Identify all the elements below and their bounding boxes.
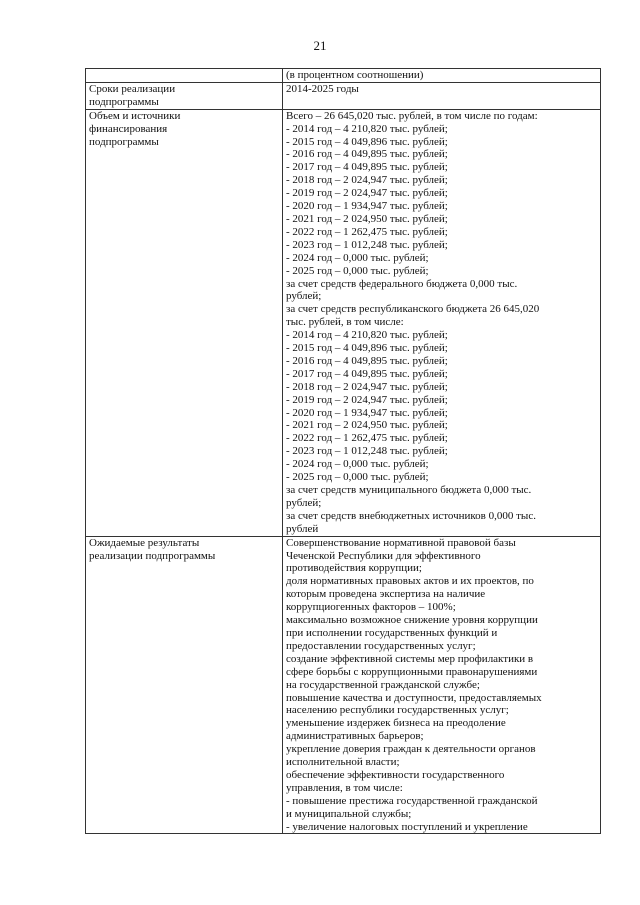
text-line: - 2024 год – 0,000 тыс. рублей; bbox=[286, 458, 429, 471]
text-line: - 2018 год – 2 024,947 тыс. рублей; bbox=[286, 174, 448, 187]
text-line: - 2017 год – 4 049,895 тыс. рублей; bbox=[286, 161, 448, 174]
subprogram-passport-table bbox=[85, 68, 601, 834]
text-line: - 2025 год – 0,000 тыс. рублей; bbox=[286, 471, 429, 484]
text-line: противодействия коррупции; bbox=[286, 562, 422, 575]
text-line: - 2023 год – 1 012,248 тыс. рублей; bbox=[286, 445, 448, 458]
text-line: - 2014 год – 4 210,820 тыс. рублей; bbox=[286, 122, 448, 135]
text-line: Ожидаемые результаты bbox=[89, 536, 200, 549]
text-line: рублей; bbox=[286, 496, 322, 509]
top-row-label-cell bbox=[86, 69, 283, 83]
text-line: за счет средств муниципального бюджета 0,000 тыс. bbox=[286, 484, 532, 496]
text-line: - 2019 год – 2 024,947 тыс. рублей; bbox=[286, 187, 448, 200]
text-line: за счет средств республиканского бюджета 26 645,020 bbox=[286, 303, 540, 316]
text-line: административных барьеров; bbox=[286, 730, 424, 743]
table-row bbox=[86, 69, 601, 83]
text-line: максимально возможное снижение уровня коррупции bbox=[286, 614, 538, 627]
page-number: 21 bbox=[313, 38, 327, 53]
text-line: Всего – 26 645,020 тыс. рублей, в том числе по годам: bbox=[286, 109, 538, 122]
text-line: - 2023 год – 1 012,248 тыс. рублей; bbox=[286, 238, 448, 251]
text-line: (в процентном соотношении) bbox=[286, 69, 424, 81]
text-line: - 2017 год – 4 049,895 тыс. рублей; bbox=[286, 367, 448, 380]
text-line: реализации подпрограммы bbox=[89, 549, 216, 562]
text-line: Сроки реализации bbox=[89, 82, 176, 95]
text-line: - 2015 год – 4 049,896 тыс. рублей; bbox=[286, 135, 448, 148]
text-line: - 2020 год – 1 934,947 тыс. рублей; bbox=[286, 200, 448, 213]
text-line: финансирования bbox=[89, 122, 168, 135]
text-line: исполнительной власти; bbox=[286, 756, 400, 769]
text-line: тыс. рублей, в том числе: bbox=[286, 316, 404, 329]
text-line: предоставлении государственных услуг; bbox=[286, 639, 476, 652]
text-line: рублей bbox=[286, 522, 319, 535]
text-line: - 2016 год – 4 049,895 тыс. рублей; bbox=[286, 354, 448, 367]
text-line: обеспечение эффективности государственного bbox=[286, 768, 505, 781]
text-line: населению республики государственных услуг; bbox=[286, 704, 509, 717]
text-line: - 2022 год – 1 262,475 тыс. рублей; bbox=[286, 432, 448, 445]
text-line: - 2024 год – 0,000 тыс. рублей; bbox=[286, 251, 429, 264]
text-line: - 2019 год – 2 024,947 тыс. рублей; bbox=[286, 393, 448, 406]
text-line: коррупциогенных факторов – 100%; bbox=[286, 601, 456, 614]
text-line: подпрограммы bbox=[89, 95, 159, 108]
text-line: на государственной гражданской службе; bbox=[286, 678, 480, 691]
text-line: которым проведена экспертиза на наличие bbox=[286, 588, 486, 601]
text-line: подпрограммы bbox=[89, 135, 159, 148]
text-line: Чеченской Республики для эффективного bbox=[286, 549, 481, 562]
text-line: создание эффективной системы мер профилактики в bbox=[286, 652, 534, 665]
text-line: - 2021 год – 2 024,950 тыс. рублей; bbox=[286, 419, 448, 432]
text-line: - 2018 год – 2 024,947 тыс. рублей; bbox=[286, 380, 448, 393]
results-value-cell bbox=[283, 536, 601, 834]
text-line: - 2014 год – 4 210,820 тыс. рублей; bbox=[286, 329, 448, 342]
text-line: уменьшение издержек бизнеса на преодоление bbox=[286, 717, 506, 730]
table-row bbox=[86, 536, 601, 834]
period-label-cell bbox=[86, 82, 283, 109]
funding-value-cell bbox=[283, 109, 601, 536]
text-line: - 2022 год – 1 262,475 тыс. рублей; bbox=[286, 225, 448, 238]
text-line: за счет средств внебюджетных источников 0,000 тыс. bbox=[286, 509, 536, 522]
funding-label-cell bbox=[86, 109, 283, 536]
text-line: - 2016 год – 4 049,895 тыс. рублей; bbox=[286, 148, 448, 161]
text-line: - 2025 год – 0,000 тыс. рублей; bbox=[286, 264, 429, 277]
text-line: Объем и источники bbox=[89, 109, 181, 122]
text-line: и муниципальной службы; bbox=[286, 807, 412, 820]
text-line: управления, в том числе: bbox=[286, 781, 403, 794]
text-line: 2014-2025 годы bbox=[286, 82, 359, 95]
text-line: Совершенствование нормативной правовой базы bbox=[286, 536, 516, 549]
top-row-value-cell bbox=[283, 69, 601, 83]
text-line: - повышение престижа государственной гражданской bbox=[286, 794, 538, 807]
text-line: укрепление доверия граждан к деятельности органов bbox=[286, 743, 536, 756]
text-line: - 2020 год – 1 934,947 тыс. рублей; bbox=[286, 406, 448, 419]
text-line: - 2021 год – 2 024,950 тыс. рублей; bbox=[286, 212, 448, 225]
table-row bbox=[86, 82, 601, 109]
results-label-cell bbox=[86, 536, 283, 834]
text-line: за счет средств федерального бюджета 0,000 тыс. bbox=[286, 277, 518, 290]
text-line: при исполнении государственных функций и bbox=[286, 626, 498, 639]
text-line: - увеличение налоговых поступлений и укрепление bbox=[286, 820, 528, 833]
text-line: сфере борьбы с коррупционными правонарушениями bbox=[286, 665, 538, 678]
text-line: повышение качества и доступности, предоставляемых bbox=[286, 691, 542, 704]
text-line: рублей; bbox=[286, 290, 322, 303]
period-value-cell bbox=[283, 82, 601, 109]
table-row bbox=[86, 109, 601, 536]
text-line: - 2015 год – 4 049,896 тыс. рублей; bbox=[286, 342, 448, 355]
text-line: доля нормативных правовых актов и их проектов, по bbox=[286, 575, 534, 588]
